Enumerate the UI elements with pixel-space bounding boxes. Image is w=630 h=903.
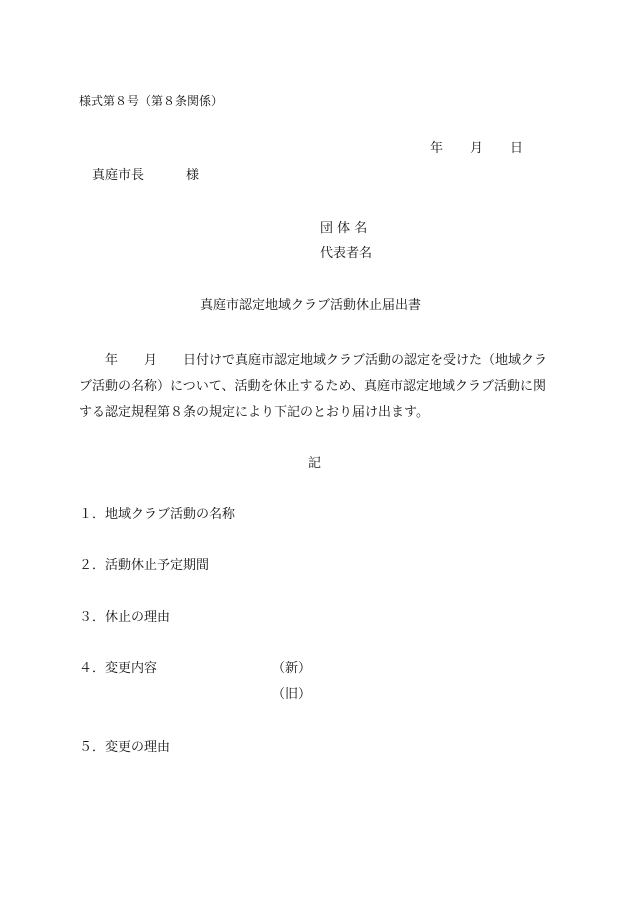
item-number: ２．	[79, 558, 106, 573]
item-label: 変更の理由	[105, 740, 171, 755]
change-old-label: （旧）	[272, 687, 312, 702]
date-month: 月	[470, 141, 484, 156]
item-number: ３．	[79, 610, 106, 625]
item-number: ５．	[79, 740, 106, 755]
item-label: 休止の理由	[105, 610, 171, 625]
date-day: 日	[510, 141, 524, 156]
body-paragraph	[79, 348, 557, 426]
body-month: 月	[144, 353, 158, 368]
document-title: 真庭市認定地域クラブ活動休止届出書	[200, 298, 422, 313]
date-year: 年	[430, 141, 444, 156]
change-new-label: （新）	[272, 661, 312, 676]
org-name-label: 団 体 名	[320, 221, 368, 236]
form-number: 様式第８号（第８条関係）	[79, 94, 224, 108]
item-number: １．	[79, 507, 106, 522]
body-text: 日付けで真庭市認定地域クラブ活動の認定を受けた（地域クラブ活動の名称）について、活動を休止するため、真庭市認定地域クラブ活動に関する認定規程第８条の規定により下記のとおり届け出ます。	[79, 353, 548, 420]
item-number: ４．	[79, 661, 106, 676]
item-label: 地域クラブ活動の名称	[105, 507, 236, 522]
addressee-name: 真庭市長	[92, 168, 145, 183]
item-label: 活動休止予定期間	[105, 558, 210, 573]
body-year: 年	[105, 353, 119, 368]
ki-heading: 記	[308, 456, 322, 471]
representative-label: 代表者名	[320, 246, 373, 261]
addressee-honorific: 様	[186, 168, 200, 183]
item-label: 変更内容	[105, 661, 158, 676]
